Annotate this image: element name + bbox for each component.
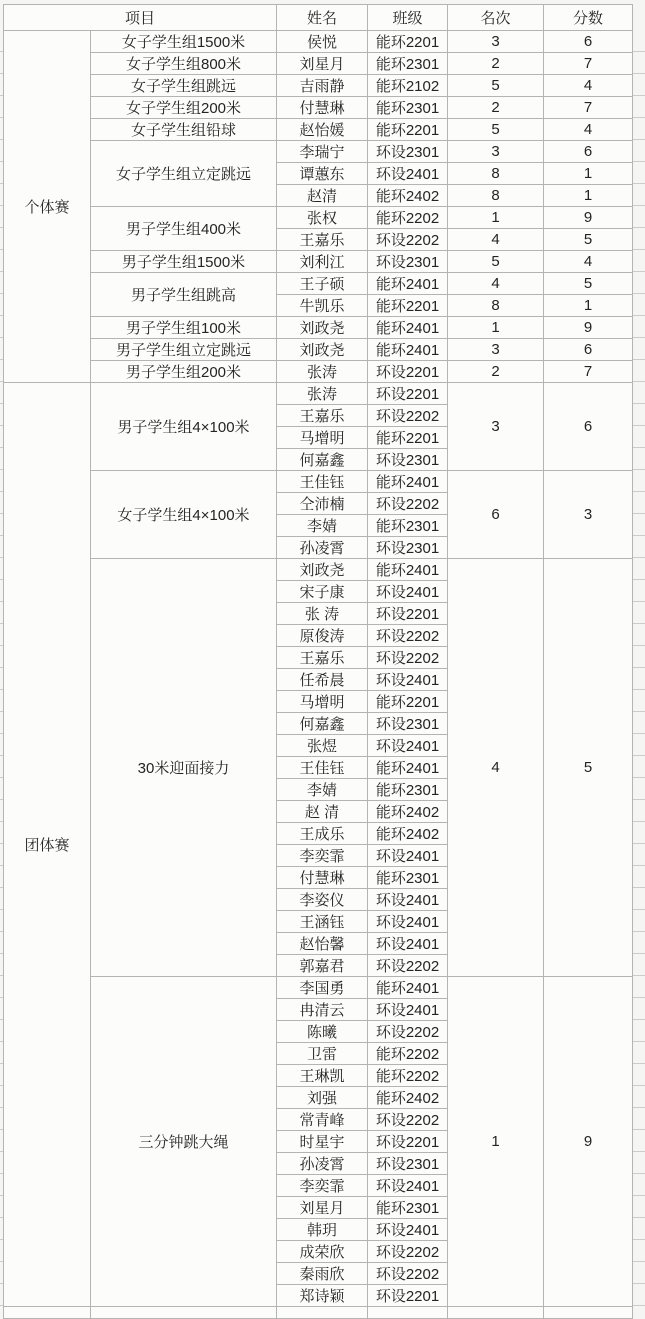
score-cell[interactable]: 7 [544,97,633,119]
table-row [4,119,633,141]
class-cell[interactable]: 能环2301 [368,53,448,75]
class-cell[interactable]: 环设2201 [368,1285,448,1307]
rank-cell[interactable]: 1 [448,207,544,229]
table-row [4,977,633,999]
name-cell[interactable]: 刘政尧 [277,559,368,581]
event-cell[interactable]: 女子学生组800米 [91,53,277,75]
class-cell[interactable]: 环设2201 [368,361,448,383]
header-name[interactable]: 姓名 [277,5,368,31]
name-cell[interactable]: 赵怡媛 [277,119,368,141]
name-cell[interactable]: 刘星月 [277,1197,368,1219]
class-cell[interactable]: 能环2401 [368,273,448,295]
empty-cell[interactable] [544,1307,633,1319]
score-cell[interactable]: 3 [544,471,633,559]
rank-cell[interactable]: 2 [448,97,544,119]
name-cell[interactable]: 李瑞宁 [277,141,368,163]
class-cell[interactable]: 能环2201 [368,427,448,449]
name-cell[interactable]: 赵怡馨 [277,933,368,955]
class-cell[interactable]: 环设2202 [368,405,448,427]
empty-cell[interactable] [277,1307,368,1319]
name-cell[interactable]: 郑诗颖 [277,1285,368,1307]
rank-cell[interactable]: 5 [448,119,544,141]
rank-cell[interactable]: 4 [448,559,544,977]
event-cell[interactable]: 男子学生组4×100米 [91,383,277,471]
event-cell[interactable]: 男子学生组200米 [91,361,277,383]
rank-cell[interactable]: 8 [448,163,544,185]
score-cell[interactable]: 6 [544,339,633,361]
class-cell[interactable]: 环设2301 [368,251,448,273]
name-cell[interactable]: 王嘉乐 [277,405,368,427]
rank-cell[interactable]: 6 [448,471,544,559]
name-cell[interactable]: 张权 [277,207,368,229]
name-cell[interactable]: 张涛 [277,361,368,383]
class-cell[interactable]: 环设2301 [368,1153,448,1175]
table-row [4,317,633,339]
score-cell[interactable]: 9 [544,977,633,1307]
class-cell[interactable]: 环设2202 [368,1109,448,1131]
class-cell[interactable]: 能环2401 [368,471,448,493]
event-cell[interactable]: 三分钟跳大绳 [91,977,277,1307]
class-cell[interactable]: 能环2102 [368,75,448,97]
class-cell[interactable]: 环设2401 [368,999,448,1021]
rank-cell[interactable]: 2 [448,53,544,75]
class-cell[interactable]: 能环2401 [368,339,448,361]
name-cell[interactable]: 刘政尧 [277,317,368,339]
class-cell[interactable]: 能环2401 [368,559,448,581]
rank-cell[interactable]: 3 [448,339,544,361]
table-row [4,75,633,97]
table-row [4,471,633,493]
name-cell[interactable]: 韩玥 [277,1219,368,1241]
event-cell[interactable]: 男子学生组立定跳远 [91,339,277,361]
score-cell[interactable]: 5 [544,229,633,251]
name-cell[interactable]: 仝沛楠 [277,493,368,515]
name-cell[interactable]: 张涛 [277,383,368,405]
name-cell[interactable]: 王佳钰 [277,757,368,779]
name-cell[interactable]: 马增明 [277,427,368,449]
class-cell[interactable]: 能环2402 [368,823,448,845]
class-cell[interactable]: 能环2202 [368,1043,448,1065]
name-cell[interactable]: 冉清云 [277,999,368,1021]
class-cell[interactable]: 环设2202 [368,647,448,669]
rank-cell[interactable]: 1 [448,317,544,339]
rank-cell[interactable]: 4 [448,229,544,251]
name-cell[interactable]: 何嘉鑫 [277,449,368,471]
score-cell[interactable]: 7 [544,361,633,383]
name-cell[interactable]: 李姿仪 [277,889,368,911]
name-cell[interactable]: 李婧 [277,779,368,801]
category-cell[interactable]: 团体赛 [4,383,91,1307]
name-cell[interactable]: 宋子康 [277,581,368,603]
class-cell[interactable]: 能环2402 [368,185,448,207]
name-cell[interactable]: 原俊涛 [277,625,368,647]
name-cell[interactable]: 张 涛 [277,603,368,625]
score-cell[interactable]: 1 [544,163,633,185]
score-cell[interactable]: 4 [544,75,633,97]
results-table [3,4,633,1319]
class-cell[interactable]: 能环2402 [368,801,448,823]
event-cell[interactable]: 女子学生组1500米 [91,31,277,53]
class-cell[interactable]: 能环2202 [368,207,448,229]
class-cell[interactable]: 能环2301 [368,97,448,119]
score-cell[interactable]: 6 [544,141,633,163]
name-cell[interactable]: 刘强 [277,1087,368,1109]
score-cell[interactable]: 1 [544,185,633,207]
empty-cell[interactable] [91,1307,277,1319]
name-cell[interactable]: 牛凯乐 [277,295,368,317]
table-row [4,273,633,295]
table-row [4,251,633,273]
name-cell[interactable]: 李国勇 [277,977,368,999]
name-cell[interactable]: 吉雨静 [277,75,368,97]
table-row [4,53,633,75]
class-cell[interactable]: 环设2202 [368,1021,448,1043]
header-score[interactable]: 分数 [544,5,633,31]
class-cell[interactable]: 环设2401 [368,1219,448,1241]
empty-cell[interactable] [4,1307,91,1319]
event-cell[interactable]: 男子学生组跳高 [91,273,277,317]
class-cell[interactable]: 能环2201 [368,119,448,141]
name-cell[interactable]: 张煜 [277,735,368,757]
score-cell[interactable]: 6 [544,31,633,53]
class-cell[interactable]: 能环2201 [368,295,448,317]
name-cell[interactable]: 侯悦 [277,31,368,53]
class-cell[interactable]: 环设2401 [368,669,448,691]
empty-cell[interactable] [448,1307,544,1319]
class-cell[interactable]: 环设2401 [368,845,448,867]
rank-cell[interactable]: 8 [448,185,544,207]
header-event[interactable]: 项目 [4,5,277,31]
name-cell[interactable]: 付慧琳 [277,867,368,889]
category-cell[interactable]: 个体赛 [4,31,91,383]
event-cell[interactable]: 30米迎面接力 [91,559,277,977]
name-cell[interactable]: 付慧琳 [277,97,368,119]
name-cell[interactable]: 任希晨 [277,669,368,691]
class-cell[interactable]: 能环2301 [368,515,448,537]
event-cell[interactable]: 男子学生组1500米 [91,251,277,273]
class-cell[interactable]: 能环2301 [368,867,448,889]
class-cell[interactable]: 能环2202 [368,1065,448,1087]
name-cell[interactable]: 刘星月 [277,53,368,75]
name-cell[interactable]: 谭蕙东 [277,163,368,185]
score-cell[interactable]: 4 [544,251,633,273]
name-cell[interactable]: 何嘉鑫 [277,713,368,735]
name-cell[interactable]: 马增明 [277,691,368,713]
class-cell[interactable]: 环设2401 [368,163,448,185]
event-cell[interactable]: 男子学生组400米 [91,207,277,251]
class-cell[interactable]: 能环2401 [368,757,448,779]
rank-cell[interactable]: 5 [448,251,544,273]
rank-cell[interactable]: 4 [448,273,544,295]
name-cell[interactable]: 王琳凯 [277,1065,368,1087]
name-cell[interactable]: 常青峰 [277,1109,368,1131]
table-row [4,361,633,383]
name-cell[interactable]: 时星宇 [277,1131,368,1153]
rank-cell[interactable]: 3 [448,383,544,471]
class-cell[interactable]: 环设2401 [368,735,448,757]
event-cell[interactable]: 女子学生组4×100米 [91,471,277,559]
class-cell[interactable]: 环设2401 [368,911,448,933]
rank-cell[interactable]: 2 [448,361,544,383]
name-cell[interactable]: 王嘉乐 [277,647,368,669]
class-cell[interactable]: 环设2202 [368,229,448,251]
class-cell[interactable]: 能环2301 [368,779,448,801]
name-cell[interactable]: 王佳钰 [277,471,368,493]
name-cell[interactable]: 卫雷 [277,1043,368,1065]
empty-cell[interactable] [368,1307,448,1319]
class-cell[interactable]: 环设2301 [368,537,448,559]
table-header-row [4,5,633,31]
table-row [4,141,633,163]
score-cell[interactable]: 9 [544,207,633,229]
name-cell[interactable]: 赵清 [277,185,368,207]
name-cell[interactable]: 孙凌霄 [277,1153,368,1175]
class-cell[interactable]: 能环2201 [368,691,448,713]
name-cell[interactable]: 郭嘉君 [277,955,368,977]
name-cell[interactable]: 李奕霏 [277,1175,368,1197]
event-cell[interactable]: 女子学生组铅球 [91,119,277,141]
name-cell[interactable]: 陈曦 [277,1021,368,1043]
class-cell[interactable]: 能环2201 [368,31,448,53]
rank-cell[interactable]: 1 [448,977,544,1307]
rank-cell[interactable]: 3 [448,141,544,163]
header-rank[interactable]: 名次 [448,5,544,31]
name-cell[interactable]: 秦雨欣 [277,1263,368,1285]
score-cell[interactable]: 5 [544,273,633,295]
name-cell[interactable]: 刘政尧 [277,339,368,361]
class-cell[interactable]: 环设2301 [368,713,448,735]
event-cell[interactable]: 女子学生组200米 [91,97,277,119]
name-cell[interactable]: 王嘉乐 [277,229,368,251]
name-cell[interactable]: 李婧 [277,515,368,537]
name-cell[interactable]: 赵 清 [277,801,368,823]
class-cell[interactable]: 能环2402 [368,1087,448,1109]
name-cell[interactable]: 李奕霏 [277,845,368,867]
table-row [4,383,633,405]
class-cell[interactable]: 环设2201 [368,1131,448,1153]
event-cell[interactable]: 男子学生组100米 [91,317,277,339]
name-cell[interactable]: 王成乐 [277,823,368,845]
score-cell[interactable]: 6 [544,383,633,471]
class-cell[interactable]: 环设2301 [368,449,448,471]
name-cell[interactable]: 孙凌霄 [277,537,368,559]
rank-cell[interactable]: 5 [448,75,544,97]
name-cell[interactable]: 王涵钰 [277,911,368,933]
empty-row [4,1307,633,1319]
table-row [4,97,633,119]
class-cell[interactable]: 能环2401 [368,317,448,339]
rank-cell[interactable]: 3 [448,31,544,53]
score-cell[interactable]: 5 [544,559,633,977]
class-cell[interactable]: 环设2202 [368,625,448,647]
class-cell[interactable]: 环设2201 [368,383,448,405]
class-cell[interactable]: 环设2201 [368,603,448,625]
rank-cell[interactable]: 8 [448,295,544,317]
score-cell[interactable]: 7 [544,53,633,75]
class-cell[interactable]: 环设2202 [368,1263,448,1285]
class-cell[interactable]: 环设2401 [368,1175,448,1197]
class-cell[interactable]: 环设2401 [368,933,448,955]
class-cell[interactable]: 环设2202 [368,955,448,977]
class-cell[interactable]: 环设2202 [368,493,448,515]
score-cell[interactable]: 9 [544,317,633,339]
name-cell[interactable]: 王子硕 [277,273,368,295]
name-cell[interactable]: 刘利江 [277,251,368,273]
event-cell[interactable]: 女子学生组立定跳远 [91,141,277,207]
table-row [4,559,633,581]
class-cell[interactable]: 环设2401 [368,581,448,603]
name-cell[interactable]: 成荣欣 [277,1241,368,1263]
table-row [4,31,633,53]
class-cell[interactable]: 环设2202 [368,1241,448,1263]
score-cell[interactable]: 4 [544,119,633,141]
table-row [4,339,633,361]
class-cell[interactable]: 环设2301 [368,141,448,163]
score-cell[interactable]: 1 [544,295,633,317]
class-cell[interactable]: 能环2301 [368,1197,448,1219]
class-cell[interactable]: 环设2401 [368,889,448,911]
grid-stub-right [633,30,645,1307]
event-cell[interactable]: 女子学生组跳远 [91,75,277,97]
class-cell[interactable]: 能环2401 [368,977,448,999]
header-class[interactable]: 班级 [368,5,448,31]
table-row [4,207,633,229]
